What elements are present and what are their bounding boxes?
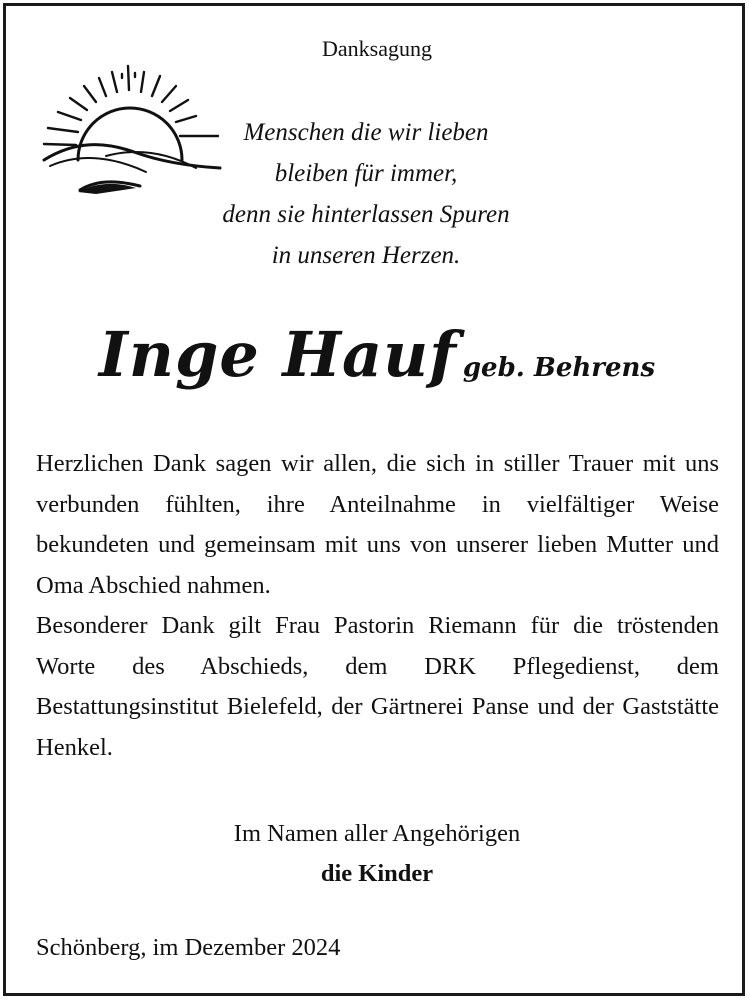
poem-line: denn sie hinterlassen Spuren (222, 201, 510, 228)
thank-you-text (36, 444, 719, 768)
place-date: Schönberg, im Dezember 2024 (36, 934, 341, 961)
notice-heading: Danksagung (322, 36, 432, 61)
signature: die Kinder (320, 860, 434, 887)
poem-line: bleiben für immer, (274, 160, 458, 187)
closing-line: Im Namen aller Angehörigen (233, 820, 521, 847)
poem (166, 112, 566, 276)
poem-line: in unseren Herzen. (271, 242, 461, 269)
deceased-name: Inge Hauf (98, 318, 457, 391)
paragraph: Herzlichen Dank sagen wir allen, die sich in stiller Trauer mit uns verbunden fühlten, ihre Anteilnahme in vielfältiger Weise bekundeten und gemeinsam mit uns von unserer lieben Mutter und Oma Abschied nahmen. (36, 450, 719, 599)
poem-line: Menschen die wir lieben (243, 119, 489, 146)
maiden-name: geb. Behrens (462, 353, 656, 383)
deceased-name-row (6, 318, 748, 391)
paragraph: Besonderer Dank gilt Frau Pastorin Riemann für die tröstenden Worte des Abschieds, dem DRK Pflegedienst, dem Bestattungsinstitut Bielefeld, der Gärtnerei Panse und der Gaststätte Henkel. (36, 612, 719, 761)
signoff (6, 814, 748, 894)
obituary-notice (3, 3, 745, 996)
